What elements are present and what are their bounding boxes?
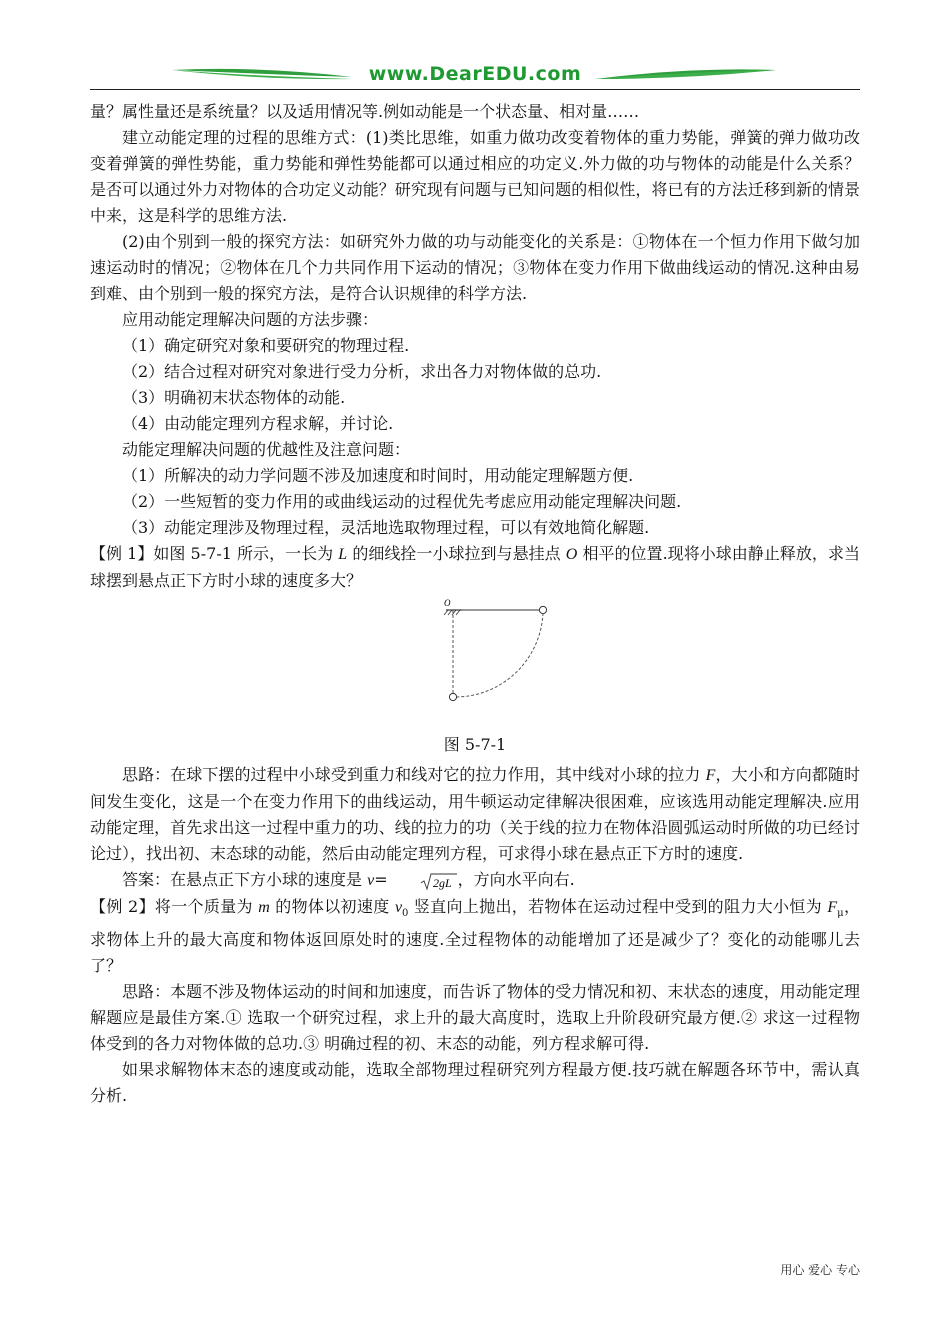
closing-paragraph: 如果求解物体末态的速度或动能，选取全部物理过程研究列方程最方便.技巧就在解题各环节中，需认真分析. <box>90 1060 860 1106</box>
advantage-item-1: （1）所解决的动力学问题不涉及加速度和时间时，用动能定理解题方便. <box>122 466 634 485</box>
step-item-2: （2）结合过程对研究对象进行受力分析，求出各力对物体做的总功. <box>122 362 602 381</box>
advantages-title: 动能定理解决问题的优越性及注意问题： <box>122 440 411 459</box>
paragraph-1: 量？属性量还是系统量？以及适用情况等.例如动能是一个状态量、相对量…… <box>90 102 640 121</box>
example-1-answer: 答案：在悬点正下方小球的速度是 v= 2gL ，方向水平向右. <box>90 867 860 894</box>
example-2-thinking: 思路：本题不涉及物体运动的时间和加速度，而告诉了物体的受力情况和初、末状态的速度，用动能定理解题应是最佳方案.① 选取一个研究过程，求上升的最大高度时，选取上升阶段研究最方便.② 求这一过程物体受到的各力对物体做的总功.③ 明确过程的初、末态的动能，列方程求解可得. <box>90 982 860 1054</box>
figure-label-o: O <box>444 598 451 608</box>
paragraph-2: 建立动能定理的过程的思维方式：(1)类比思维，如重力做功改变着物体的重力势能，弹簧的弹力做功改变着弹簧的弹性势能，重力势能和弹性势能都可以通过相应的功定义.外力做的功与物体的动能是什么关系？是否可以通过外力对物体的合功定义动能？研究现有问题与已知问题的相似性，将已有的方法迁移到新的情景中来，这是科学的思维方法. <box>90 128 860 225</box>
advantage-item-2: （2）一些短暂的变力作用的或曲线运动的过程优先考虑应用动能定理解决问题. <box>122 492 682 511</box>
figure-pendulum <box>90 596 860 720</box>
page-footer: 用心 爱心 专心 <box>780 1263 860 1277</box>
page-header <box>90 62 860 92</box>
figure-caption: 图 5-7-1 <box>443 735 507 754</box>
header-rule <box>90 89 860 90</box>
site-logo-text: www.DearEDU.com <box>368 63 582 85</box>
step-item-1: （1）确定研究对象和要研究的物理过程. <box>122 336 410 355</box>
example-1: 【例 1】如图 5-7-1 所示，一长为 L 的细线拴一小球拉到与悬挂点 O 相平的位置.现将小球由静止释放，求当球摆到悬点正下方时小球的速度多大？ <box>90 544 860 590</box>
pendulum-diagram-icon <box>440 596 560 718</box>
svg-text:2gL: 2gL <box>432 875 452 890</box>
example-2: 【例 2】将一个质量为 m 的物体以初速度 $v_0$ 竖直向上抛出，若物体在运动过程中受到的阻力大小恒为 $F_\mu$，求物体上升的最大高度和物体返回原处时的速度.全过程物体的动能增加了还是减少了？变化的动能哪儿去了？ <box>90 897 860 976</box>
step-item-3: （3）明确初末状态物体的动能. <box>122 388 346 407</box>
step-item-4: （4）由动能定理列方程求解，并讨论. <box>122 414 394 433</box>
document-body <box>90 99 860 1109</box>
paragraph-3: (2)由个别到一般的探究方法：如研究外力做的功与动能变化的关系是：①物体在一个恒力作用下做匀加速运动时的情况；②物体在几个力共同作用下运动的情况；③物体在变力作用下做曲线运动的情况.这种由易到难、由个别到一般的探究方法，是符合认识规律的科学方法. <box>90 232 860 303</box>
sqrt-2gL <box>388 868 458 894</box>
steps-title: 应用动能定理解决问题的方法步骤： <box>122 310 379 329</box>
example-1-thinking: 思路：在球下摆的过程中小球受到重力和线对它的拉力作用，其中线对小球的拉力 F，大小和方向都随时间发生变化，这是一个在变力作用下的曲线运动，用牛顿运动定律解决很困难，应该选用动能定理解决.应用动能定理，首先求出这一过程中重力的功、线的拉力的功（关于线的拉力在物体沿圆弧运动时所做的功已经讨论过），找出初、末态球的动能，然后由动能定理列方程，可求得小球在悬点正下方时的速度. <box>90 765 860 863</box>
advantage-item-3: （3）动能定理涉及物理过程，灵活地选取物理过程，可以有效地简化解题. <box>122 518 650 537</box>
